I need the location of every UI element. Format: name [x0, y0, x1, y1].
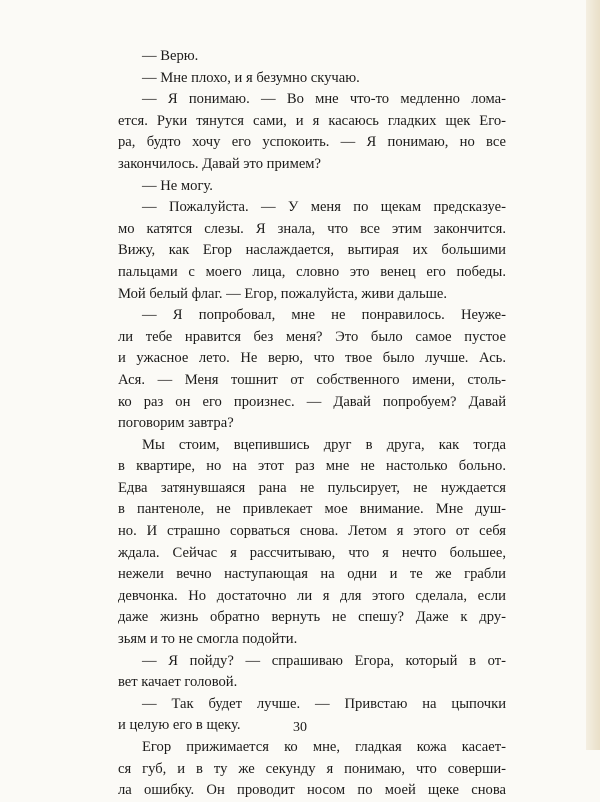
text-line: нежели вечно наступающая на одни и те же грабли: [118, 566, 506, 583]
text-line: Егор прижимается ко мне, гладкая кожа касает-: [142, 739, 506, 755]
text-line: ла ошибку. Он проводит носом по моей щеке снова: [118, 782, 506, 799]
text-line: девчонка. Но достаточно ли я для этого сделала, если: [118, 587, 506, 604]
text-line: ра, будто хочу его успокоить. — Я понимаю, но все: [118, 134, 506, 151]
text-line: в пантеноле, не привлекает мое внимание. Мне душ-: [118, 501, 506, 518]
text-line: — Так будет лучше. — Привстаю на цыпочки: [142, 695, 506, 712]
page-edge: [586, 0, 600, 750]
text-line: и целую его в щеку.: [118, 717, 241, 734]
text-line: — Я пойду? — спрашиваю Егора, который в от-: [142, 652, 506, 669]
text-line: поговорим завтра?: [118, 415, 234, 432]
text-line: закончилось. Давай это примем?: [118, 155, 322, 172]
text-line: Ася. — Меня тошнит от собственного имени, столь-: [118, 371, 506, 388]
text-line: мо катятся слезы. Я знала, что все этим закончится.: [118, 220, 506, 237]
text-line: — Верю.: [142, 48, 199, 64]
text-line: ко раз он его произнес. — Давай попробуем? Давай: [118, 393, 506, 410]
text-line: ется. Руки тянутся сами, и я касаюсь гладких щек Его-: [118, 112, 506, 129]
text-line: даже жизнь обратно вернуть не спешу? Даже к дру-: [118, 609, 506, 626]
text-line: ся губ, и в ту же секунду я понимаю, что соверши-: [118, 760, 506, 777]
text-line: в квартире, но на этот раз мне не настолько больно.: [118, 458, 506, 475]
text-line: — Пожалуйста. — У меня по щекам предсказуе-: [142, 199, 506, 216]
text-line: — Мне плохо, и я безумно скучаю.: [142, 69, 360, 86]
text-line: пальцами с моего лица, словно это венец его победы.: [118, 263, 506, 280]
text-line: — Не могу.: [142, 177, 213, 194]
body-text: [118, 46, 506, 802]
text-line: но. И страшно сорваться снова. Летом я этого от себя: [118, 523, 506, 540]
text-line: — Я попробовал, мне не понравилось. Неуже-: [142, 307, 506, 324]
text-line: Едва затянувшаяся рана не пульсирует, не нуждается: [118, 479, 506, 496]
text-line: Мы стоим, вцепившись друг в друга, как тогда: [142, 436, 506, 453]
page-number: 30: [293, 720, 307, 735]
text-line: вет качает головой.: [118, 674, 238, 691]
text-line: и ужасное лето. Не верю, что твое было лучше. Ась.: [118, 350, 506, 367]
text-line: — Я понимаю. — Во мне что-то медленно лома-: [142, 91, 506, 108]
text-line: Мой белый флаг. — Егор, пожалуйста, живи дальше.: [118, 285, 447, 302]
text-line: ждала. Сейчас я рассчитываю, что я нечто большее,: [118, 544, 506, 561]
text-line: зьям и то не смогла подойти.: [118, 631, 298, 648]
text-line: ли тебе нравится без меня? Это было самое пустое: [118, 328, 506, 345]
text-line: Вижу, как Егор наслаждается, вытирая их большими: [118, 242, 506, 259]
